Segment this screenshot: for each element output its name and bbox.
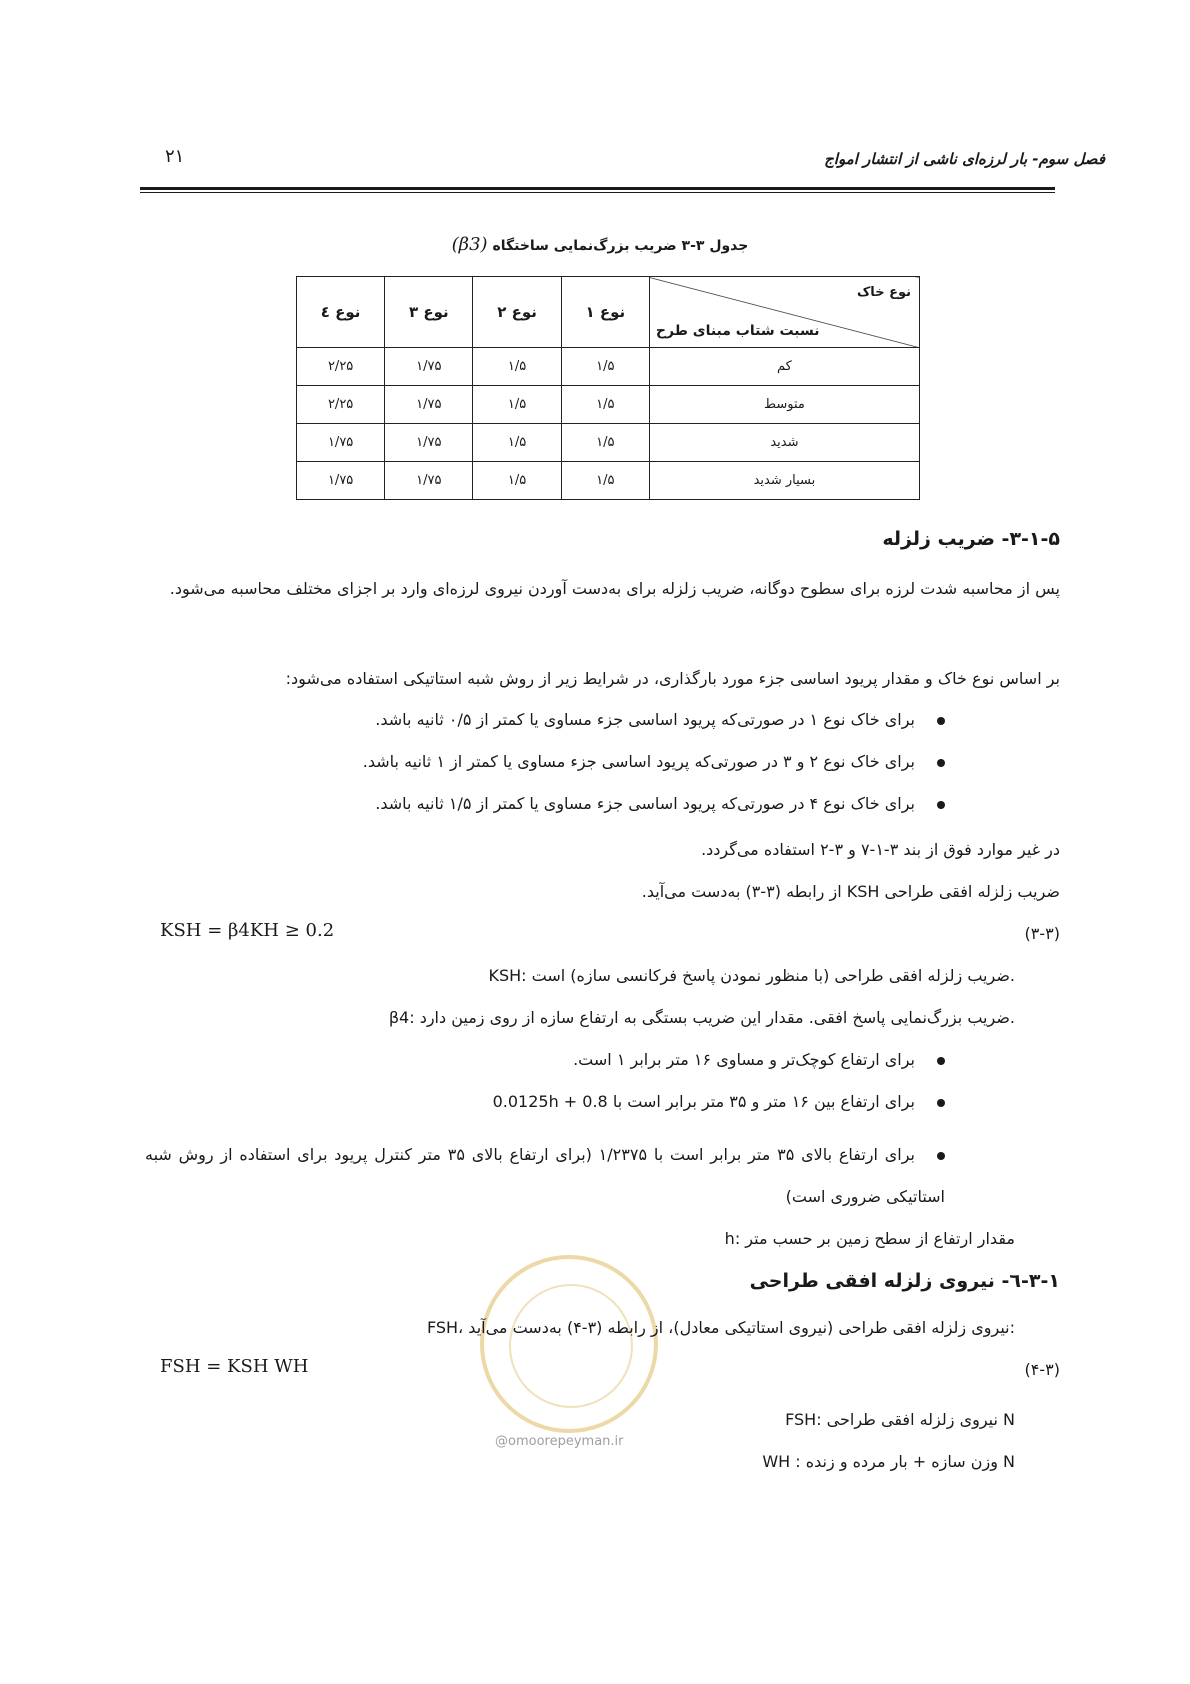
bullet-icon: [937, 801, 945, 809]
soil-condition-bullet: [375, 710, 945, 729]
h-definition: h: مقدار ارتفاع از سطح زمین بر حسب متر: [724, 1229, 1015, 1248]
height-bullet: [145, 1134, 945, 1218]
header-rule-thick: [140, 187, 1055, 190]
table-row: [297, 424, 920, 462]
otherwise-paragraph: در غیر موارد فوق از بند ۳-۱-۷ و ۳-۲ استفاده می‌گردد.: [701, 840, 1060, 859]
fsh-intro-paragraph: FSH، نیروی زلزله افقی طراحی (نیروی استاتیکی معادل)، از رابطه (۳-۴) به‌دست می‌آید:: [426, 1318, 1015, 1337]
column-header: نوع ٤: [297, 277, 385, 348]
table-row: [297, 462, 920, 500]
table-cell: ۱/۷۵: [297, 462, 385, 500]
row-label: بسیار شدید: [649, 462, 919, 500]
ksh-formula: KSH = β4KH ≥ 0.2: [160, 920, 335, 941]
height-bullet: [493, 1092, 945, 1111]
table-cell: ۱/۵: [473, 348, 561, 386]
column-header: نوع ۱: [561, 277, 649, 348]
soil-type-label: نوع خاک: [857, 285, 911, 300]
table-cell: ۲/۲۵: [297, 386, 385, 424]
table-cell: ۱/۵: [561, 348, 649, 386]
fsh-definition: FSH: نیروی زلزله افقی طراحی N: [785, 1410, 1015, 1429]
site-amplification-table: [296, 276, 920, 500]
table-cell: ۱/۵: [473, 462, 561, 500]
table-cell: ۱/۷۵: [385, 348, 473, 386]
table-caption: [300, 234, 900, 255]
chapter-title: فصل سوم- بار لرزه‌ای ناشی از انتشار امواج: [824, 150, 1105, 168]
table-cell: ۱/۵: [561, 424, 649, 462]
table-cell: ۱/۷۵: [385, 386, 473, 424]
table-row: [297, 348, 920, 386]
publisher-seal-watermark: [480, 1255, 658, 1433]
bullet-text: برای خاک نوع ۴ در صورتی‌که پریود اساسی جزء مساوی یا کمتر از ۱/۵ ثانیه باشد.: [375, 794, 915, 813]
table-cell: ۱/۵: [473, 386, 561, 424]
row-label: متوسط: [649, 386, 919, 424]
soil-condition-bullet: [363, 752, 945, 771]
soil-condition-bullet: [375, 794, 945, 813]
table-cell: ۱/۷۵: [385, 424, 473, 462]
table-cell: ۱/۷۵: [297, 424, 385, 462]
table-row: [297, 386, 920, 424]
equation-number: (۳-۳): [1024, 924, 1060, 943]
bullet-text: برای خاک نوع ۲ و ۳ در صورتی‌که پریود اساسی جزء مساوی یا کمتر از ۱ ثانیه باشد.: [362, 752, 915, 771]
column-header: نوع ۳: [385, 277, 473, 348]
bullet-icon: [937, 1099, 945, 1107]
section5-intro-paragraph: پس از محاسبه شدت لرزه برای سطوح دوگانه، ضریب زلزله برای به‌دست آوردن نیروی لرزه‌ای وارد بر اجزای مختلف محاسبه می‌شود.: [169, 579, 1060, 598]
table-header-row: [297, 277, 920, 348]
bullet-icon: [937, 717, 945, 725]
row-label: شدید: [649, 424, 919, 462]
bullet-text: برای ارتفاع بین ۱۶ متر و ۳۵ متر برابر است با 0.0125h + 0.8: [492, 1092, 915, 1111]
seal-inner-ring: [509, 1284, 633, 1408]
bullet-icon: [937, 1152, 945, 1160]
wh-definition: WH : وزن سازه + بار مرده و زنده N: [762, 1452, 1015, 1471]
bullet-text: برای ارتفاع کوچک‌تر و مساوی ۱۶ متر برابر ۱ است.: [573, 1050, 915, 1069]
section5-basis-paragraph: بر اساس نوع خاک و مقدار پریود اساسی جزء مورد بارگذاری، در شرایط زیر از روش شبه استاتیکی استفاده می‌شود:: [285, 669, 1060, 688]
section-heading-seismic-coefficient: ۳-۱-۵- ضریب زلزله: [882, 528, 1060, 550]
height-bullet: [573, 1050, 945, 1069]
ksh-definition: KSH: ضریب زلزله افقی طراحی (با منظور نمودن پاسخ فرکانسی سازه) است.: [488, 966, 1015, 985]
header-rule-thin: [140, 192, 1055, 193]
table-cell: ۱/۵: [473, 424, 561, 462]
bullet-text: برای خاک نوع ۱ در صورتی‌که پریود اساسی جزء مساوی یا کمتر از ۰/۵ ثانیه باشد.: [375, 710, 915, 729]
row-label: کم: [649, 348, 919, 386]
bullet-icon: [937, 759, 945, 767]
page-number: ۲۱: [165, 146, 185, 167]
acceleration-ratio-label: نسبت شتاب مبنای طرح: [655, 323, 820, 339]
beta4-definition: β4: ضریب بزرگ‌نمایی پاسخ افقی. مقدار این ضریب بستگی به ارتفاع سازه از روی زمین دارد.: [388, 1008, 1015, 1027]
bullet-text: برای ارتفاع بالای ۳۵ متر برابر است با ۱/۲۳۷۵ (برای ارتفاع بالای ۳۵ متر کنترل پریود برای استفاده از روش شبه استاتیکی ضروری است): [145, 1145, 945, 1206]
bullet-icon: [937, 1057, 945, 1065]
section-heading-horizontal-force: ۳-۱-٦- نیروی زلزله افقی طراحی: [749, 1270, 1060, 1292]
table-cell: ۱/۵: [561, 386, 649, 424]
watermark-text: @omoorepeyman.ir: [495, 1434, 624, 1449]
column-header: نوع ۲: [473, 277, 561, 348]
ksh-intro-paragraph: ضریب زلزله افقی طراحی KSH از رابطه (۳-۳) به‌دست می‌آید.: [641, 882, 1060, 901]
fsh-formula: FSH = KSH WH: [160, 1356, 309, 1377]
equation-number: (۴-۳): [1024, 1360, 1060, 1379]
table-cell: ۱/۵: [561, 462, 649, 500]
table-corner-header: [649, 277, 919, 348]
table-cell: ۲/۲۵: [297, 348, 385, 386]
table-caption-symbol: (β3): [451, 234, 488, 255]
table-caption-text: جدول ۳-۳ ضریب بزرگ‌نمایی ساختگاه: [492, 238, 749, 254]
table-cell: ۱/۷۵: [385, 462, 473, 500]
